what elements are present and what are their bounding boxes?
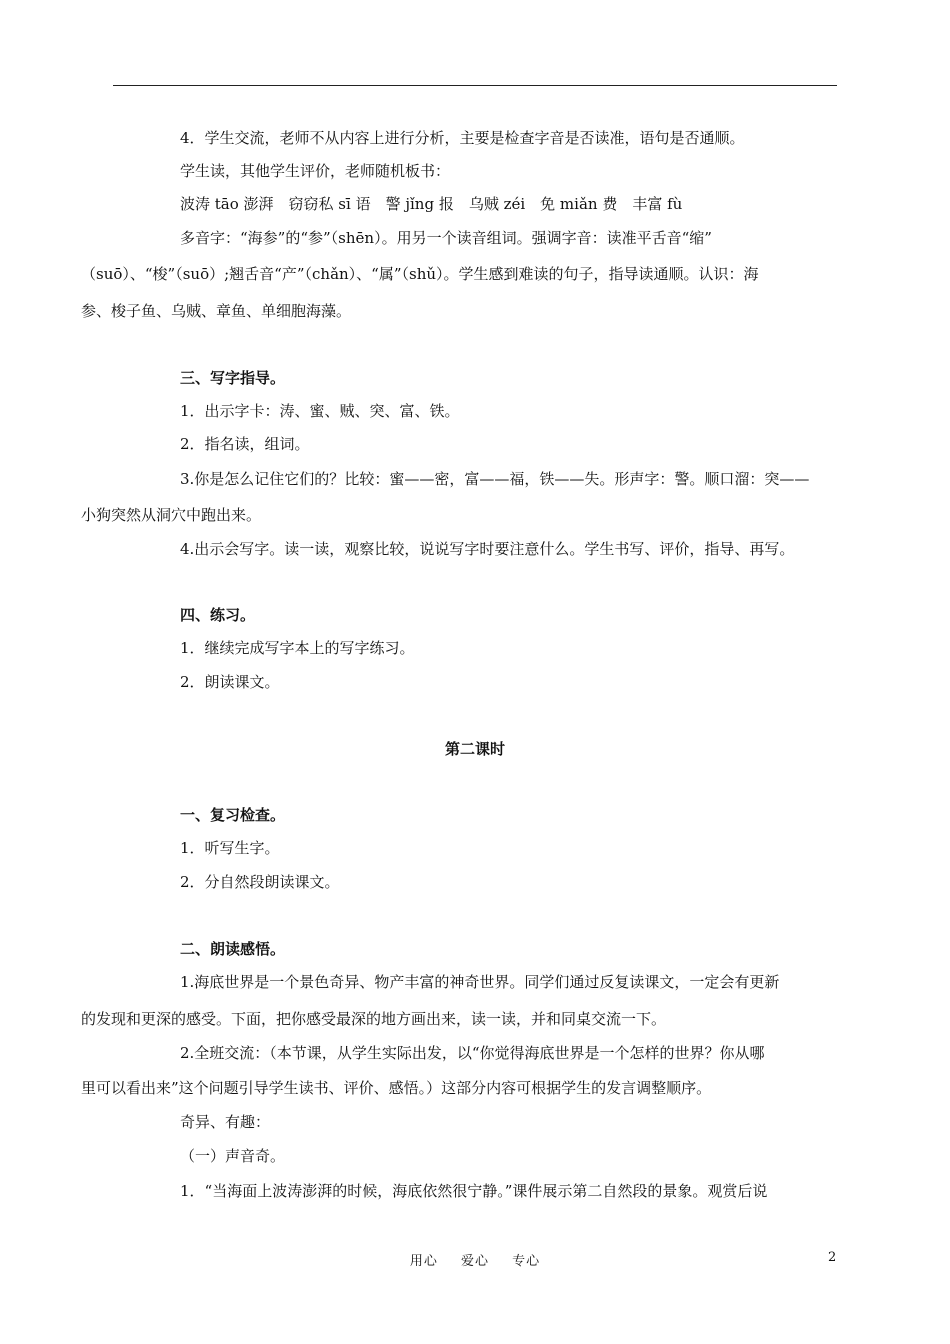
paragraph-line: 的发现和更深的感受。下面，把你感受最深的地方画出来，读一读，并和同桌交流一下。 <box>81 1010 667 1028</box>
section-heading-writing: 三、写字指导。 <box>180 369 286 387</box>
list-item: 4.出示会写字。读一读，观察比较，说说写字时要注意什么。学生书写、评价，指导、再写。 <box>180 540 795 558</box>
lesson-title: 第二课时 <box>444 740 505 758</box>
list-item: 2．分自然段朗读课文。 <box>180 873 340 891</box>
paragraph-line: 里可以看出来”这个问题引导学生读书、评价、感悟。）这部分内容可根据学生的发言调整顺序。 <box>81 1079 712 1097</box>
paragraph-line: 小狗突然从洞穴中跑出来。 <box>81 506 262 524</box>
list-item: 1．听写生字。 <box>180 839 280 857</box>
footer-item: 爱心 <box>460 1254 489 1269</box>
list-item: 2．指名读，组词。 <box>180 435 310 453</box>
paragraph-line: 奇异、有趣： <box>180 1113 271 1131</box>
page-number: 2 <box>828 1250 837 1265</box>
subsection-heading: （一）声音奇。 <box>180 1147 286 1165</box>
list-item: 1．出示字卡：涛、蜜、贼、突、富、铁。 <box>180 402 460 420</box>
list-item: 3.你是怎么记住它们的？比较：蜜——密，富——福，铁——失。形声字：警。顺口溜：突—— <box>180 470 810 488</box>
paragraph-line: 2.全班交流：（本节课，从学生实际出发，以“你觉得海底世界是一个怎样的世界？你从哪 <box>180 1044 765 1062</box>
section-heading-review: 一、复习检查。 <box>180 806 286 824</box>
header-rule <box>113 85 837 86</box>
paragraph-line: 1．“当海面上波涛澎湃的时候，海底依然很宁静。”课件展示第二自然段的景象。观赏后说 <box>180 1182 768 1200</box>
paragraph-line: 学生读，其他学生评价，老师随机板书： <box>180 162 451 180</box>
section-heading-practice: 四、练习。 <box>180 606 256 624</box>
paragraph-line: 多音字：“海参”的“参”（shēn）。用另一个读音组词。强调字音：读准平舌音“缩” <box>180 229 712 247</box>
footer-item: 用心 <box>409 1254 438 1269</box>
list-item: 2．朗读课文。 <box>180 673 280 691</box>
footer-item: 专心 <box>512 1254 541 1269</box>
paragraph-line: 4．学生交流，老师不从内容上进行分析，主要是检查字音是否读准，语句是否通顺。 <box>180 129 745 147</box>
section-heading-reading: 二、朗读感悟。 <box>180 940 286 958</box>
paragraph-line: （suō）、“梭”（suō）;翘舌音“产”（chǎn）、“属”（shǔ）。学生感到难读的句子，指导读通顺。认识：海 <box>81 265 759 283</box>
pinyin-words-line: 波涛 tāo 澎湃 窃窃私 sī 语 警 jǐng 报 乌贼 zéi 免 miǎn 费 丰富 fù <box>180 195 683 213</box>
paragraph-line: 1.海底世界是一个景色奇异、物产丰富的神奇世界。同学们通过反复读课文，一定会有更新 <box>180 973 780 991</box>
paragraph-line: 参、梭子鱼、乌贼、章鱼、单细胞海藻。 <box>81 302 352 320</box>
page-footer <box>0 1250 950 1269</box>
list-item: 1．继续完成写字本上的写字练习。 <box>180 639 415 657</box>
